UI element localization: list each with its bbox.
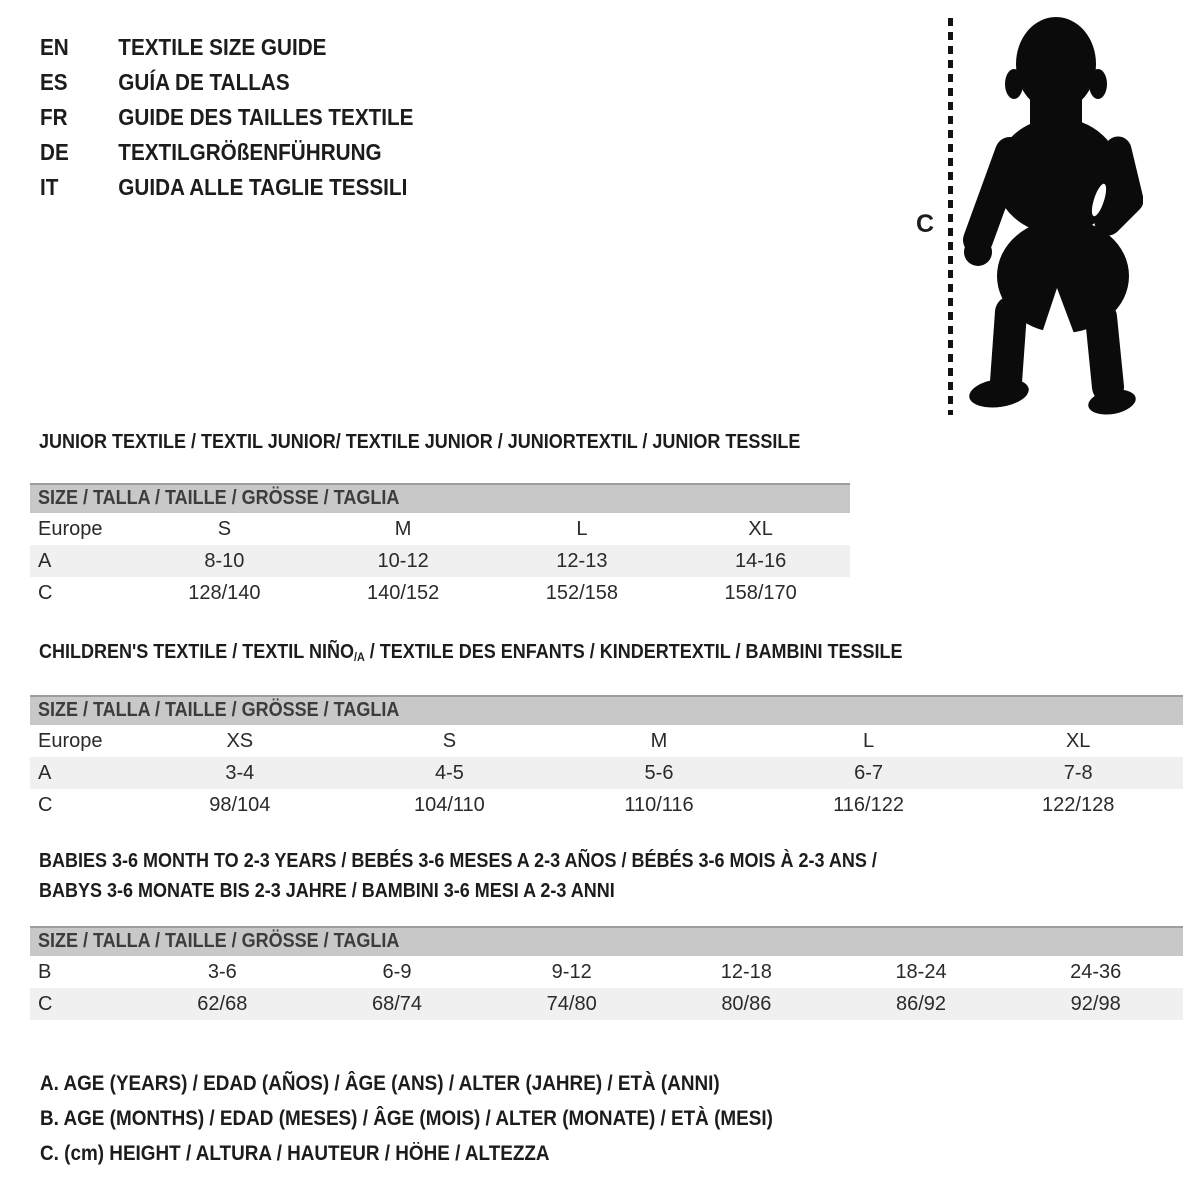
table-row-c (30, 988, 1183, 1020)
cell-value: 74/80 (546, 993, 597, 1015)
table-row-a (30, 757, 1183, 789)
title-text: BABYS 3-6 MONATE BIS 2-3 JAHRE / BAMBINI 3-6 MESI A 2-3 ANNI (39, 880, 615, 902)
table-row-c (30, 577, 850, 609)
row-label: A (38, 550, 52, 572)
cell-value: 152/158 (545, 582, 619, 604)
cell-value: 6-9 (382, 961, 412, 983)
cell-value: 12-18 (720, 961, 772, 983)
row-label: B (38, 961, 52, 983)
legend-line-c: C. (cm) HEIGHT / ALTURA / HAUTEUR / HÖHE / ALTEZZA (40, 1142, 550, 1165)
section-babies (30, 846, 1183, 1020)
size-table-header-label: SIZE / TALLA / TAILLE / GRÖSSE / TAGLIA (38, 487, 400, 509)
title-text: BABIES 3-6 MONTH TO 2-3 YEARS / BEBÉS 3-6 MESES A 2-3 AÑOS / BÉBÉS 3-6 MOIS À 2-3 ANS / (39, 850, 877, 872)
size-table-header-label: SIZE / TALLA / TAILLE / GRÖSSE / TAGLIA (38, 699, 400, 721)
cell-value: XL (1065, 730, 1091, 752)
section-children (30, 637, 1183, 821)
section-title (30, 427, 801, 457)
language-row-fr (40, 100, 414, 135)
cell-value: 4-5 (434, 762, 464, 784)
row-label: Europe (38, 518, 103, 540)
size-table (30, 483, 850, 609)
table-row-c (30, 789, 1183, 821)
row-label: C (38, 993, 53, 1015)
cell-value: 9-12 (551, 961, 592, 983)
cell-value: 3-4 (225, 762, 255, 784)
cell-value: S (217, 518, 232, 540)
table-row-europe (30, 725, 1183, 757)
language-title: TEXTILGRÖßENFÜHRUNG (118, 139, 382, 165)
size-table-header (30, 483, 850, 513)
cell-value: 80/86 (721, 993, 772, 1015)
legend (40, 1066, 854, 1171)
section-title (30, 846, 1068, 876)
row-label: C (38, 582, 53, 604)
title-text: CHILDREN'S TEXTILE / TEXTIL NIÑO (39, 641, 354, 663)
size-table-header-label: SIZE / TALLA / TAILLE / GRÖSSE / TAGLIA (38, 930, 400, 952)
cell-value: 18-24 (895, 961, 947, 983)
cell-value: 86/92 (895, 993, 947, 1015)
cell-value: 7-8 (1063, 762, 1093, 784)
language-title: GUÍA DE TALLAS (118, 69, 290, 95)
language-code: DE (40, 139, 69, 165)
cell-value: L (576, 518, 588, 540)
cell-value: 92/98 (1070, 993, 1121, 1015)
language-row-es (40, 65, 414, 100)
size-table (30, 695, 1183, 821)
cell-value: 24-36 (1070, 961, 1122, 983)
language-row-it (40, 170, 414, 205)
section-title (30, 876, 1068, 906)
cell-value: M (394, 518, 412, 540)
cell-value: 5-6 (644, 762, 674, 784)
language-title: TEXTILE SIZE GUIDE (118, 34, 327, 60)
cell-value: 110/116 (624, 794, 694, 816)
title-text: / TEXTILE DES ENFANTS / KINDERTEXTIL / BAMBINI TESSILE (364, 641, 903, 663)
row-label: C (38, 794, 53, 816)
table-row-a (30, 545, 850, 577)
cell-value: L (863, 730, 875, 752)
cell-value: 116/122 (833, 794, 904, 816)
cell-value: 98/104 (209, 794, 271, 816)
cell-value: 104/110 (413, 794, 485, 816)
cell-value: 128/140 (188, 582, 261, 604)
cell-value: 14-16 (735, 550, 787, 572)
language-code: FR (40, 104, 68, 130)
row-label: Europe (38, 730, 103, 752)
language-code: ES (40, 69, 68, 95)
cell-value: 122/128 (1042, 794, 1115, 816)
language-code: EN (40, 34, 69, 60)
legend-line-b: B. AGE (MONTHS) / EDAD (MESES) / ÂGE (MOIS) / ALTER (MONATE) / ETÀ (MESI) (40, 1107, 773, 1130)
toddler-silhouette-icon (958, 14, 1143, 419)
table-row-europe (30, 513, 850, 545)
cell-value: 10-12 (377, 550, 429, 572)
cell-value: S (442, 730, 457, 752)
cell-value: 62/68 (197, 993, 248, 1015)
table-row-b (30, 956, 1183, 988)
size-table-header (30, 695, 1183, 725)
cell-value: 12-13 (556, 550, 608, 572)
section-title (30, 637, 1068, 672)
cell-value: 140/152 (366, 582, 440, 604)
cell-value: XS (226, 730, 254, 752)
cell-value: 8-10 (204, 550, 245, 572)
language-header (40, 30, 455, 205)
title-text: JUNIOR TEXTILE / TEXTIL JUNIOR/ TEXTILE JUNIOR / JUNIORTEXTIL / JUNIOR TESSILE (39, 431, 801, 453)
size-table-header (30, 926, 1183, 956)
legend-line-a: A. AGE (YEARS) / EDAD (AÑOS) / ÂGE (ANS) / ALTER (JAHRE) / ETÀ (ANNI) (40, 1072, 720, 1095)
cell-value: M (650, 730, 668, 752)
cell-value: 158/170 (724, 582, 797, 604)
height-measure-line (948, 18, 953, 415)
cell-value: 6-7 (854, 762, 884, 784)
row-label: A (38, 762, 52, 784)
size-table (30, 926, 1183, 1020)
title-subscript: /A (353, 650, 365, 664)
height-measure-label: C (915, 210, 935, 238)
language-row-de (40, 135, 414, 170)
language-code: IT (40, 174, 59, 200)
language-title: GUIDE DES TAILLES TEXTILE (118, 104, 414, 130)
cell-value: 68/74 (371, 993, 423, 1015)
cell-value: XL (748, 518, 773, 540)
language-title: GUIDA ALLE TAGLIE TESSILI (118, 174, 408, 200)
section-junior (30, 427, 850, 609)
language-row-en (40, 30, 414, 65)
cell-value: 3-6 (207, 961, 237, 983)
